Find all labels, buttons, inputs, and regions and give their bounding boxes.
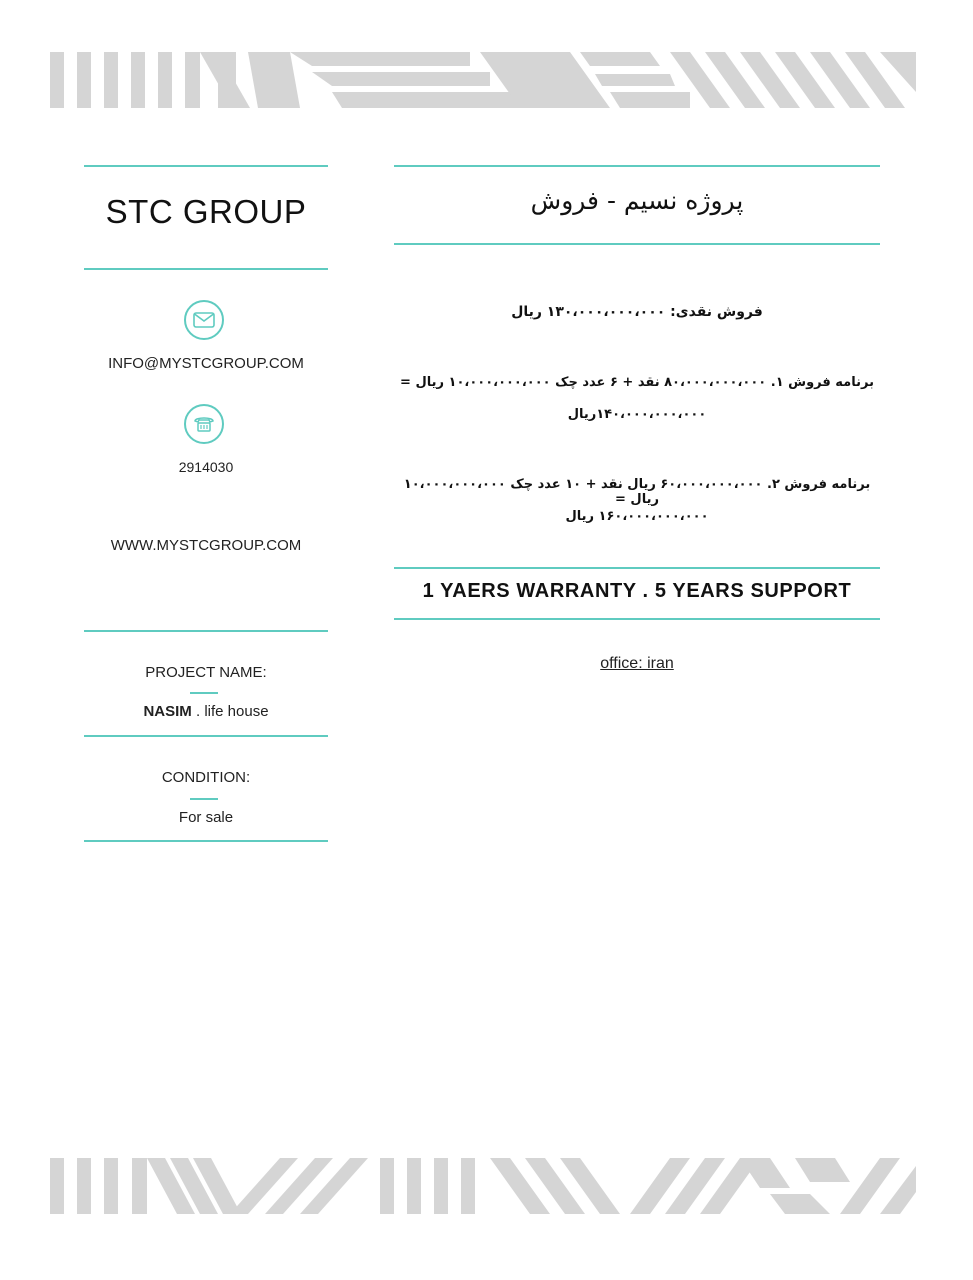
envelope-icon — [184, 300, 224, 340]
project-name-label: PROJECT NAME: — [145, 664, 267, 681]
project-name-suffix: . life house — [195, 703, 269, 720]
plan2-line2: ۱۶۰،۰۰۰،۰۰۰،۰۰۰ ریال — [565, 509, 709, 524]
contact-phone[interactable]: 2914030 — [178, 459, 234, 475]
project-short-rule — [190, 692, 218, 694]
title-bottom-rule — [394, 243, 880, 245]
brand-name: STC GROUP — [105, 193, 307, 230]
condition-bottom-rule — [84, 840, 328, 842]
project-name-value — [84, 703, 328, 720]
title-top-rule — [394, 165, 880, 167]
brand-bottom-rule — [84, 268, 328, 270]
contact-email[interactable]: INFO@MYSTCGROUP.COM — [108, 355, 304, 372]
warranty-text: 1 YAERS WARRANTY . 5 YEARS SUPPORT — [422, 580, 852, 602]
project-top-rule — [84, 630, 328, 632]
top-decorative-banner — [50, 52, 916, 108]
condition-label: CONDITION: — [161, 769, 251, 786]
telephone-icon — [184, 404, 224, 444]
condition-value: For sale — [178, 809, 234, 826]
condition-short-rule — [190, 798, 218, 800]
cash-sale-text: فروش نقدی: ۱۳۰،۰۰۰،۰۰۰،۰۰۰ ریال — [511, 304, 763, 320]
warranty-bottom-rule — [394, 618, 880, 620]
brand-top-rule — [84, 165, 328, 167]
page-title: پروژه نسیم - فروش — [530, 186, 744, 215]
contact-website[interactable]: WWW.MYSTCGROUP.COM — [110, 537, 302, 554]
project-name: NASIM — [143, 703, 192, 720]
project-bottom-rule — [84, 735, 328, 737]
plan2-line1: برنامه فروش ۲. ۶۰،۰۰۰،۰۰۰،۰۰۰ ریال نقد + ۱۰ عدد چک ۱۰،۰۰۰،۰۰۰،۰۰۰ ریال = — [403, 477, 871, 507]
warranty-top-rule — [394, 567, 880, 569]
bottom-decorative-banner — [50, 1158, 916, 1214]
plan1-line1: برنامه فروش ۱. ۸۰،۰۰۰،۰۰۰،۰۰۰ نقد + ۶ عدد چک ۱۰،۰۰۰،۰۰۰،۰۰۰ ریال = — [400, 375, 874, 390]
plan1-line2: ۱۴۰،۰۰۰،۰۰۰،۰۰۰ریال — [567, 407, 707, 422]
office-link[interactable]: office: iran — [600, 655, 674, 672]
